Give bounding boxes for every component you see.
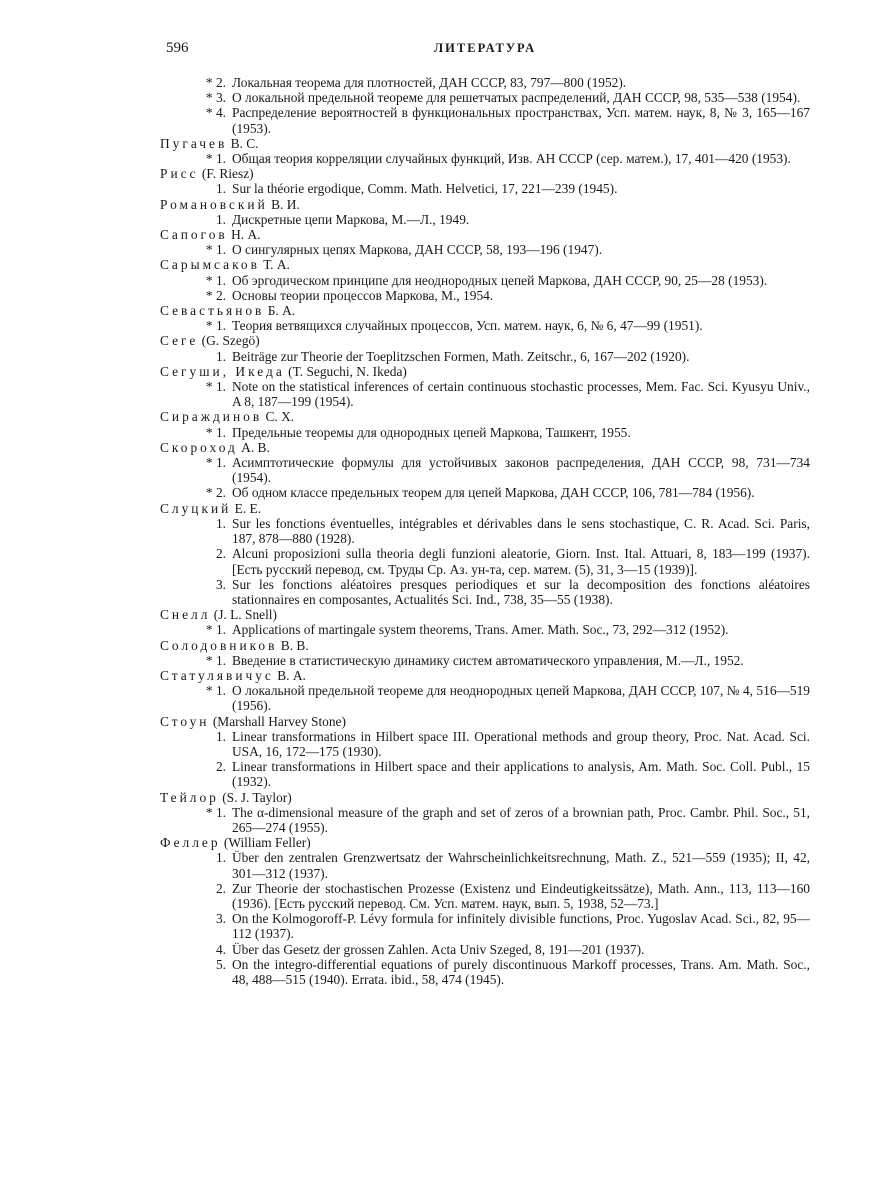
reference-text: On the integro-differential equations of purely discontinuous Markoff processes, Trans. Am. Math. Soc., 48, 488—515 (1940). Errata. ibid., 58, 474 (1945).: [232, 956, 810, 987]
author-heading: [160, 607, 810, 622]
bibliography-entry: [160, 501, 810, 607]
author-extra: (Marshall Harvey Stone): [209, 713, 346, 729]
bibliography-entry: [160, 333, 810, 363]
bibliography-entry: [160, 303, 810, 333]
reference-item: [160, 957, 810, 987]
author-name: Слуцкий: [160, 500, 232, 516]
reference-text: Дискретные цепи Маркова, М.—Л., 1949.: [232, 211, 470, 227]
reference-number: * 1.: [205, 272, 226, 288]
reference-text: Предельные теоремы для однородных цепей Маркова, Ташкент, 1955.: [232, 424, 631, 440]
reference-number: * 1.: [205, 804, 226, 820]
author-heading: [160, 668, 810, 683]
author-heading: [160, 364, 810, 379]
reference-item: [160, 349, 810, 364]
reference-text: Über das Gesetz der grossen Zahlen. Acta Univ Szeged, 8, 191—201 (1937).: [232, 941, 645, 957]
reference-item: [160, 577, 810, 607]
author-heading: [160, 790, 810, 805]
reference-item: [160, 212, 810, 227]
author-extra: Т. А.: [259, 257, 290, 273]
reference-text: Linear transformations in Hilbert space and their applications to analysis, Am. Math. Soc. Coll. Publ., 15 (1932).: [232, 759, 810, 790]
bibliography-entry: [160, 166, 810, 196]
reference-number: 1.: [215, 728, 226, 744]
reference-text: Über den zentralen Grenzwertsatz der Wahrscheinlichkeitsrechnung, Math. Z., 521—559 (1935); II, 42, 301—312 (1937).: [232, 850, 810, 881]
reference-number: 3.: [215, 911, 226, 927]
reference-text: Основы теории процессов Маркова, М., 1954.: [232, 287, 494, 303]
reference-number: * 1.: [205, 455, 226, 471]
reference-item: [160, 273, 810, 288]
author-extra: В. С.: [227, 135, 259, 151]
bibliography-entry: [160, 136, 810, 166]
reference-item: [160, 759, 810, 789]
reference-number: * 2.: [205, 485, 226, 501]
author-name: Сираждинов: [160, 409, 263, 425]
reference-text: Beiträge zur Theorie der Toeplitzschen Formen, Math. Zeitschr., 6, 167—202 (1920).: [232, 348, 690, 364]
bibliography-entry: [160, 440, 810, 501]
author-heading: [160, 835, 810, 850]
author-heading: [160, 409, 810, 424]
author-name: Сапогов: [160, 227, 228, 243]
reference-number: * 1.: [205, 379, 226, 395]
running-title: ЛИТЕРАТУРА: [433, 41, 537, 55]
author-extra: (F. Riesz): [198, 166, 254, 182]
reference-text: О локальной предельной теореме для решетчатых распределений, ДАН СССР, 98, 535—538 (1954).: [232, 90, 801, 106]
reference-number: 4.: [215, 941, 226, 957]
author-extra: А. В.: [237, 439, 270, 455]
bibliography-entry: [160, 227, 810, 257]
bibliography-entry: [160, 197, 810, 227]
reference-number: * 1.: [205, 652, 226, 668]
author-heading: [160, 501, 810, 516]
bibliography-entry: [160, 364, 810, 410]
reference-item: [160, 242, 810, 257]
author-extra: В. А.: [273, 667, 306, 683]
reference-number: 1.: [215, 850, 226, 866]
bibliography-entry: [160, 790, 810, 836]
reference-item: [160, 881, 810, 911]
reference-text: Linear transformations in Hilbert space III. Operational methods and group theory, Proc. Nat. Acad. Sci. USA, 16, 172—175 (1930).: [232, 728, 810, 759]
reference-item: [160, 151, 810, 166]
author-name: Стоун: [160, 713, 210, 729]
reference-number: * 1.: [205, 242, 226, 258]
author-heading: [160, 714, 810, 729]
author-name: Сегуши, Икеда: [160, 363, 285, 379]
bibliography-entry: [160, 607, 810, 637]
reference-number: * 1.: [205, 151, 226, 167]
reference-text: Теория ветвящихся случайных процессов, Усп. матем. наук, 6, № 6, 47—99 (1951).: [232, 318, 703, 334]
reference-item: [160, 805, 810, 835]
reference-text: Note on the statistical inferences of certain continuous stochastic processes, Mem. Fac. Sci. Kyusyu Univ., A 8, 187—199 (1954).: [232, 379, 810, 410]
bibliography-entry: [160, 835, 810, 987]
author-heading: [160, 166, 810, 181]
author-name: Пугачев: [160, 135, 228, 151]
page-number: 596: [166, 40, 189, 56]
reference-item: [160, 181, 810, 196]
author-heading: [160, 303, 810, 318]
reference-text: Об одном классе предельных теорем для цепей Маркова, ДАН СССР, 106, 781—784 (1956).: [232, 485, 755, 501]
author-extra: В. В.: [277, 637, 309, 653]
bibliography-entry: [160, 409, 810, 439]
reference-item: [160, 622, 810, 637]
author-heading: [160, 440, 810, 455]
reference-text: Распределение вероятностей в функциональных пространствах, Усп. матем. наук, 8, № 3, 165—167 (1953).: [232, 105, 810, 136]
reference-text: Sur les fonctions éventuelles, intégrables et dérivables dans le sens stochastique, C. R. Acad. Sci. Paris, 187, 878—880 (1928).: [232, 515, 810, 547]
reference-item: [160, 850, 810, 880]
reference-text: Об эргодическом принципе для неоднородных цепей Маркова, ДАН СССР, 90, 25—28 (1953).: [232, 272, 768, 288]
reference-text: О локальной предельной теореме для неоднородных цепей Маркова, ДАН СССР, 107, № 4, 516—519 (1956).: [232, 683, 810, 714]
reference-item: [160, 105, 810, 135]
reference-item: [160, 729, 810, 759]
bibliography-entry: [160, 714, 810, 790]
author-extra: Б. А.: [264, 303, 296, 319]
author-name: Скороход: [160, 439, 238, 455]
reference-number: 2.: [215, 546, 226, 562]
reference-item: [160, 288, 810, 303]
author-name: Романовский: [160, 196, 268, 212]
reference-item: [160, 546, 810, 576]
reference-number: * 1.: [205, 622, 226, 638]
reference-number: 1.: [215, 211, 226, 227]
author-name: Статулявичус: [160, 667, 274, 683]
reference-number: 2.: [215, 880, 226, 896]
author-name: Тейлор: [160, 789, 219, 805]
reference-item: [160, 75, 810, 90]
reference-text: On the Kolmogoroff-P. Lévy formula for infinitely divisible functions, Proc. Yugoslav Acad. Sci., 82, 95—112 (1937).: [232, 911, 810, 942]
author-extra: (William Feller): [220, 835, 311, 851]
author-extra: (T. Seguchi, N. Ikeda): [284, 363, 407, 379]
author-heading: [160, 197, 810, 212]
reference-item: [160, 379, 810, 409]
reference-number: * 4.: [205, 105, 226, 121]
reference-text: Applications of martingale system theorems, Trans. Amer. Math. Soc., 73, 292—312 (1952).: [232, 622, 729, 638]
author-heading: [160, 333, 810, 348]
author-extra: (G. Szegö): [198, 333, 260, 349]
author-name: Сарымсаков: [160, 257, 260, 273]
reference-item: [160, 653, 810, 668]
reference-number: 5.: [215, 956, 226, 972]
reference-item: [160, 485, 810, 500]
author-heading: [160, 227, 810, 242]
author-extra: (S. J. Taylor): [218, 789, 292, 805]
page-header: [160, 40, 810, 60]
reference-number: 3.: [215, 576, 226, 592]
author-heading: [160, 136, 810, 151]
author-extra: Е. Е.: [231, 500, 262, 516]
author-extra: В. И.: [267, 196, 300, 212]
author-extra: (J. L. Snell): [210, 607, 277, 623]
reference-number: * 1.: [205, 424, 226, 440]
reference-text: Введение в статистическую динамику систем автоматического управления, М.—Л., 1952.: [232, 652, 744, 668]
reference-item: [160, 425, 810, 440]
author-extra: С. Х.: [262, 409, 295, 425]
reference-text: Асимптотические формулы для устойчивых законов распределения, ДАН СССР, 98, 731—734 (1954).: [232, 455, 810, 486]
bibliography-entry: [160, 257, 810, 303]
reference-text: The α-dimensional measure of the graph and set of zeros of a brownian path, Proc. Cambr. Phil. Soc., 51, 265—274 (1955).: [232, 804, 810, 835]
reference-item: [160, 911, 810, 941]
reference-item: [160, 683, 810, 713]
reference-number: 2.: [215, 759, 226, 775]
author-heading: [160, 638, 810, 653]
author-name: Снелл: [160, 607, 211, 623]
reference-item: [160, 90, 810, 105]
reference-number: 1.: [215, 348, 226, 364]
reference-text: Локальная теорема для плотностей, ДАН СССР, 83, 797—800 (1952).: [232, 75, 627, 90]
reference-number: * 3.: [205, 90, 226, 106]
reference-number: * 1.: [205, 318, 226, 334]
reference-number: * 1.: [205, 683, 226, 699]
author-name: Феллер: [160, 835, 221, 851]
reference-text: О сингулярных цепях Маркова, ДАН СССР, 58, 193—196 (1947).: [232, 242, 603, 258]
reference-text: Общая теория корреляции случайных функций, Изв. АН СССР (сер. матем.), 17, 401—420 (1953).: [232, 151, 791, 167]
author-name: Севастьянов: [160, 303, 265, 319]
reference-number: * 2.: [205, 287, 226, 303]
reference-item: [160, 455, 810, 485]
author-extra: Н. А.: [227, 227, 261, 243]
bibliography-entry: [160, 75, 810, 136]
bibliography-entry: [160, 638, 810, 668]
bibliography-list: [160, 75, 810, 987]
reference-number: * 2.: [205, 75, 226, 90]
author-name: Солодовников: [160, 637, 278, 653]
bibliography-entry: [160, 668, 810, 714]
reference-text: Sur la théorie ergodique, Comm. Math. Helvetici, 17, 221—239 (1945).: [232, 181, 618, 197]
reference-item: [160, 516, 810, 546]
author-name: Сеге: [160, 333, 199, 349]
reference-number: 1.: [215, 515, 226, 531]
reference-text: Alcuni proposizioni sulla theoria degli funzioni aleatorie, Giorn. Inst. Ital. Attuari, 8, 183—199 (1937). [Есть русский перевод, см. Труды Ср. Аз. ун-та, сер. матем. (5), 31, 3—15 (1939)].: [232, 546, 810, 577]
author-name: Рисс: [160, 166, 199, 182]
reference-item: [160, 318, 810, 333]
author-heading: [160, 257, 810, 272]
reference-number: 1.: [215, 181, 226, 197]
reference-item: [160, 942, 810, 957]
reference-text: Zur Theorie der stochastischen Prozesse (Existenz und Eindeutigkeitssätze), Math. Ann., 113, 113—160 (1936). [Есть русский перевод. См. Усп. матем. наук, вып. 5, 1938, 52—73.]: [232, 880, 810, 911]
reference-text: Sur les fonctions aléatoires presques periodiques et sur la decomposition des fonctions aléatoires stationnaires en composantes, Actualités Sci. Ind., 738, 35—55 (1938).: [232, 576, 810, 607]
